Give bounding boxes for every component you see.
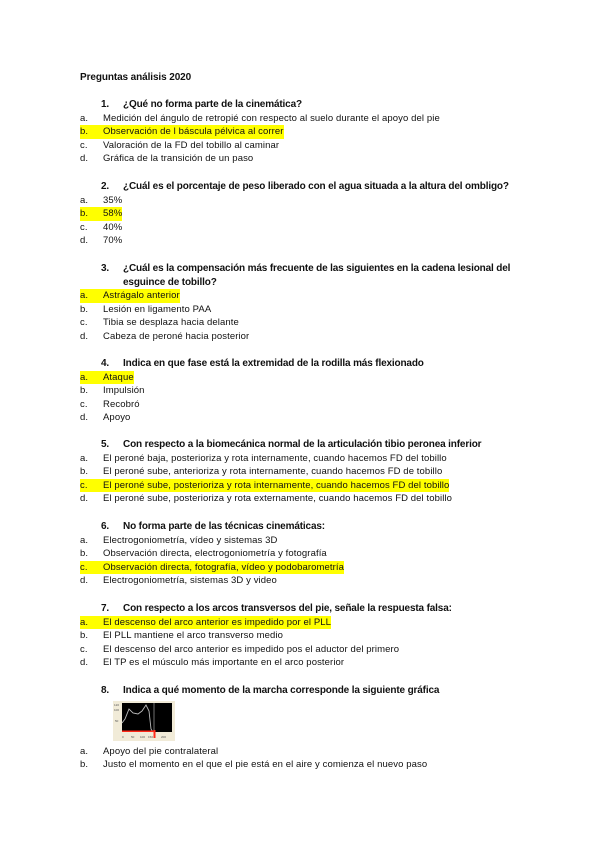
option-text: Astrágalo anterior bbox=[103, 290, 180, 301]
question-text: Indica a qué momento de la marcha corresponde la siguiente gráfica bbox=[123, 685, 440, 696]
answer-option bbox=[80, 384, 520, 398]
option-text: Impulsión bbox=[103, 385, 145, 396]
option-text: Electrogoniometría, sistemas 3D y video bbox=[103, 575, 277, 586]
question-number: 1. bbox=[101, 99, 110, 110]
option-letter: d. bbox=[80, 412, 89, 423]
answer-option bbox=[80, 547, 520, 561]
question-6 bbox=[80, 520, 520, 588]
option-letter: a. bbox=[80, 112, 89, 124]
option-letter: b. bbox=[80, 630, 89, 641]
question-text: ¿Cuál es la compensación más frecuente de las siguientes en la cadena lesional del esguince de tobillo? bbox=[123, 263, 511, 288]
option-letter: d. bbox=[80, 153, 89, 164]
svg-text:50: 50 bbox=[131, 734, 135, 739]
option-text: El TP es el músculo más importante en el arco posterior bbox=[103, 657, 345, 668]
answer-option bbox=[80, 452, 520, 466]
option-text: Gráfica de la transición de un paso bbox=[103, 153, 254, 164]
question-number: 5. bbox=[101, 439, 110, 450]
question-7 bbox=[80, 602, 520, 670]
answer-option bbox=[80, 234, 520, 248]
answer-option bbox=[80, 330, 520, 344]
answer-option bbox=[80, 643, 520, 657]
question-number: 6. bbox=[101, 521, 110, 532]
option-letter: d. bbox=[80, 235, 89, 246]
answer-option-highlighted bbox=[80, 561, 520, 575]
option-text: El peroné baja, posterioriza y rota internamente, cuando hacemos FD del tobillo bbox=[103, 452, 447, 464]
question-5 bbox=[80, 438, 520, 506]
answer-option bbox=[80, 411, 520, 425]
svg-text:100: 100 bbox=[140, 734, 146, 739]
option-text: Medición del ángulo de retropié con respecto al suelo durante el apoyo del pie bbox=[103, 112, 440, 124]
svg-text:200: 200 bbox=[161, 734, 167, 739]
option-text: 35% bbox=[103, 194, 123, 206]
question-number: 2. bbox=[101, 181, 110, 192]
answer-option bbox=[80, 152, 520, 166]
option-letter: b. bbox=[80, 126, 89, 137]
question-text: Con respecto a la biomecánica normal de la articulación tibio peronea inferior bbox=[123, 439, 482, 450]
question-3 bbox=[80, 262, 520, 343]
option-letter: a. bbox=[80, 452, 89, 464]
option-letter: a. bbox=[80, 534, 89, 546]
answer-option-highlighted bbox=[80, 125, 520, 139]
question-text: ¿Qué no forma parte de la cinemática? bbox=[123, 99, 302, 110]
option-text: 40% bbox=[103, 221, 123, 233]
option-text: Lesión en ligamento PAA bbox=[103, 303, 212, 315]
option-letter: d. bbox=[80, 657, 89, 668]
option-text: El peroné sube, anterioriza y rota internamente, cuando hacemos FD de tobillo bbox=[103, 466, 443, 477]
option-text: Justo el momento en el que el pie está en el aire y comienza el nuevo paso bbox=[103, 759, 428, 770]
answer-option-highlighted bbox=[80, 289, 520, 303]
question-2 bbox=[80, 180, 520, 248]
question-text: ¿Cuál es el porcentaje de peso liberado con el agua situada a la altura del ombligo? bbox=[123, 181, 509, 192]
answer-option bbox=[80, 492, 520, 506]
svg-text:120: 120 bbox=[114, 702, 120, 707]
document-title: Preguntas análisis 2020 bbox=[80, 72, 192, 83]
answer-option bbox=[80, 303, 520, 317]
option-text: 58% bbox=[103, 208, 123, 219]
svg-text:100: 100 bbox=[114, 707, 120, 712]
question-4 bbox=[80, 357, 520, 425]
answer-option-highlighted bbox=[80, 207, 520, 221]
option-letter: d. bbox=[80, 330, 89, 342]
option-letter: c. bbox=[80, 398, 88, 410]
option-letter: c. bbox=[80, 643, 88, 655]
gait-chart-figure bbox=[113, 701, 175, 741]
answer-option bbox=[80, 534, 520, 548]
option-text: Recobró bbox=[103, 398, 140, 410]
option-text: Observación de l báscula pélvica al correr bbox=[103, 126, 284, 137]
answer-option bbox=[80, 758, 520, 772]
option-letter: b. bbox=[80, 466, 89, 477]
line-chart-icon bbox=[113, 701, 175, 741]
question-1 bbox=[80, 98, 520, 166]
question-number: 3. bbox=[101, 263, 110, 274]
question-number: 4. bbox=[101, 358, 110, 369]
option-letter: a. bbox=[80, 194, 89, 206]
option-letter: a. bbox=[80, 745, 89, 757]
option-text: El peroné sube, posterioriza y rota externamente, cuando hacemos FD del tobillo bbox=[103, 493, 453, 504]
question-number: 7. bbox=[101, 603, 110, 614]
option-text: Electrogoniometría, vídeo y sistemas 3D bbox=[103, 534, 278, 546]
answer-option bbox=[80, 465, 520, 479]
question-number: 8. bbox=[101, 685, 110, 696]
option-letter: b. bbox=[80, 208, 89, 219]
option-text: Observación directa, fotografía, vídeo y podobarometría bbox=[103, 561, 345, 573]
answer-option-highlighted bbox=[80, 616, 520, 630]
option-text: Apoyo bbox=[103, 412, 131, 423]
answer-option bbox=[80, 398, 520, 412]
answer-option bbox=[80, 656, 520, 670]
option-text: Cabeza de peroné hacia posterior bbox=[103, 330, 250, 342]
svg-text:0: 0 bbox=[122, 734, 124, 739]
option-letter: a. bbox=[80, 616, 89, 628]
option-text: Tibia se desplaza hacia delante bbox=[103, 317, 239, 328]
option-letter: c. bbox=[80, 221, 88, 233]
answer-option-highlighted bbox=[80, 479, 520, 493]
option-text: Observación directa, electrogoniometría y fotografía bbox=[103, 548, 327, 559]
option-text: El descenso del arco anterior es impedido pos el aductor del primero bbox=[103, 643, 400, 655]
option-letter: a. bbox=[80, 290, 89, 301]
svg-text:50: 50 bbox=[115, 718, 119, 723]
option-text: 70% bbox=[103, 235, 123, 246]
option-text: El descenso del arco anterior es impedido por el PLL bbox=[103, 616, 332, 628]
answer-option bbox=[80, 194, 520, 208]
option-letter: b. bbox=[80, 385, 89, 396]
question-text: No forma parte de las técnicas cinemáticas: bbox=[123, 521, 325, 532]
answer-option bbox=[80, 221, 520, 235]
question-text: Indica en que fase está la extremidad de la rodilla más flexionado bbox=[123, 358, 424, 369]
option-text: El peroné sube, posterioriza y rota internamente, cuando hacemos FD del tobillo bbox=[103, 479, 450, 491]
answer-option bbox=[80, 745, 520, 759]
question-8 bbox=[80, 684, 520, 772]
answer-option bbox=[80, 629, 520, 643]
answer-option bbox=[80, 112, 520, 126]
option-letter: b. bbox=[80, 759, 89, 770]
question-text: Con respecto a los arcos transversos del pie, señale la respuesta falsa: bbox=[123, 603, 452, 614]
option-letter: a. bbox=[80, 371, 89, 383]
option-text: Valoración de la FD del tobillo al caminar bbox=[103, 139, 280, 151]
option-letter: b. bbox=[80, 548, 89, 559]
answer-option bbox=[80, 316, 520, 330]
option-letter: c. bbox=[80, 561, 88, 573]
option-letter: d. bbox=[80, 493, 89, 504]
option-letter: c. bbox=[80, 479, 88, 491]
option-text: Ataque bbox=[103, 371, 134, 383]
option-letter: c. bbox=[80, 317, 88, 328]
option-letter: c. bbox=[80, 139, 88, 151]
answer-option-highlighted bbox=[80, 371, 520, 385]
answer-option bbox=[80, 574, 520, 588]
option-letter: b. bbox=[80, 303, 89, 315]
option-letter: d. bbox=[80, 575, 89, 586]
option-text: Apoyo del pie contralateral bbox=[103, 745, 219, 757]
option-text: El PLL mantiene el arco transverso medio bbox=[103, 630, 284, 641]
answer-option bbox=[80, 139, 520, 153]
svg-text:150: 150 bbox=[148, 734, 154, 739]
